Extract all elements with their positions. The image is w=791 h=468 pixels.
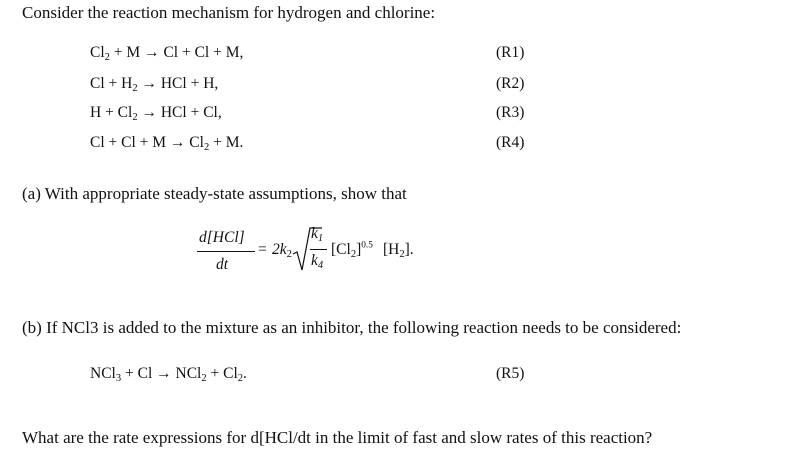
reaction-r2: $Cl + H_2$ → HCl + H, (90, 75, 219, 95)
reaction-r1-label: (R1) (496, 44, 525, 61)
reaction-r4: $Cl + Cl + M \to Cl_2 + M$. (90, 134, 244, 154)
part-a-text: (a) With appropriate steady-state assumptions, show that (22, 184, 407, 203)
radical-fraction-bar (310, 249, 327, 250)
lhs-numerator: d[HCl] (199, 229, 245, 246)
reaction-r3: $H + Cl_2$ → HCl + Cl, (90, 104, 222, 124)
reaction-r5-label: (R5) (496, 365, 525, 382)
h2-term: $[H_2]$. (383, 241, 414, 261)
radical-denominator: $k_4$ (311, 252, 324, 272)
question-text: What are the rate expressions for d[HCl/dt in the limit of fast and slow rates of this reaction? (22, 428, 653, 447)
reaction-r3-label: (R3) (496, 104, 525, 121)
lhs-fraction-bar (197, 251, 255, 252)
radical-numerator: $k_1$ (311, 225, 324, 245)
reaction-r4-label: (R4) (496, 134, 525, 151)
lhs-denominator: dt (216, 256, 229, 273)
coefficient: $2k_2$ (272, 241, 292, 261)
reaction-r1: $Cl_2 + M \to Cl + Cl + M$, (90, 44, 244, 64)
part-b-text: (b) If NCl3 is added to the mixture as an inhibitor, the following reaction needs to be considered: (22, 318, 682, 337)
reaction-r5: $NCl_3 + Cl \to NCl_2 + Cl_2$. (90, 365, 247, 385)
intro-text: Consider the reaction mechanism for hydrogen and chlorine: (22, 3, 436, 22)
equals-sign: = (258, 241, 267, 258)
cl2-term: $[Cl_2]^{0.5}$ (331, 240, 373, 261)
reaction-r2-label: (R2) (496, 75, 525, 92)
